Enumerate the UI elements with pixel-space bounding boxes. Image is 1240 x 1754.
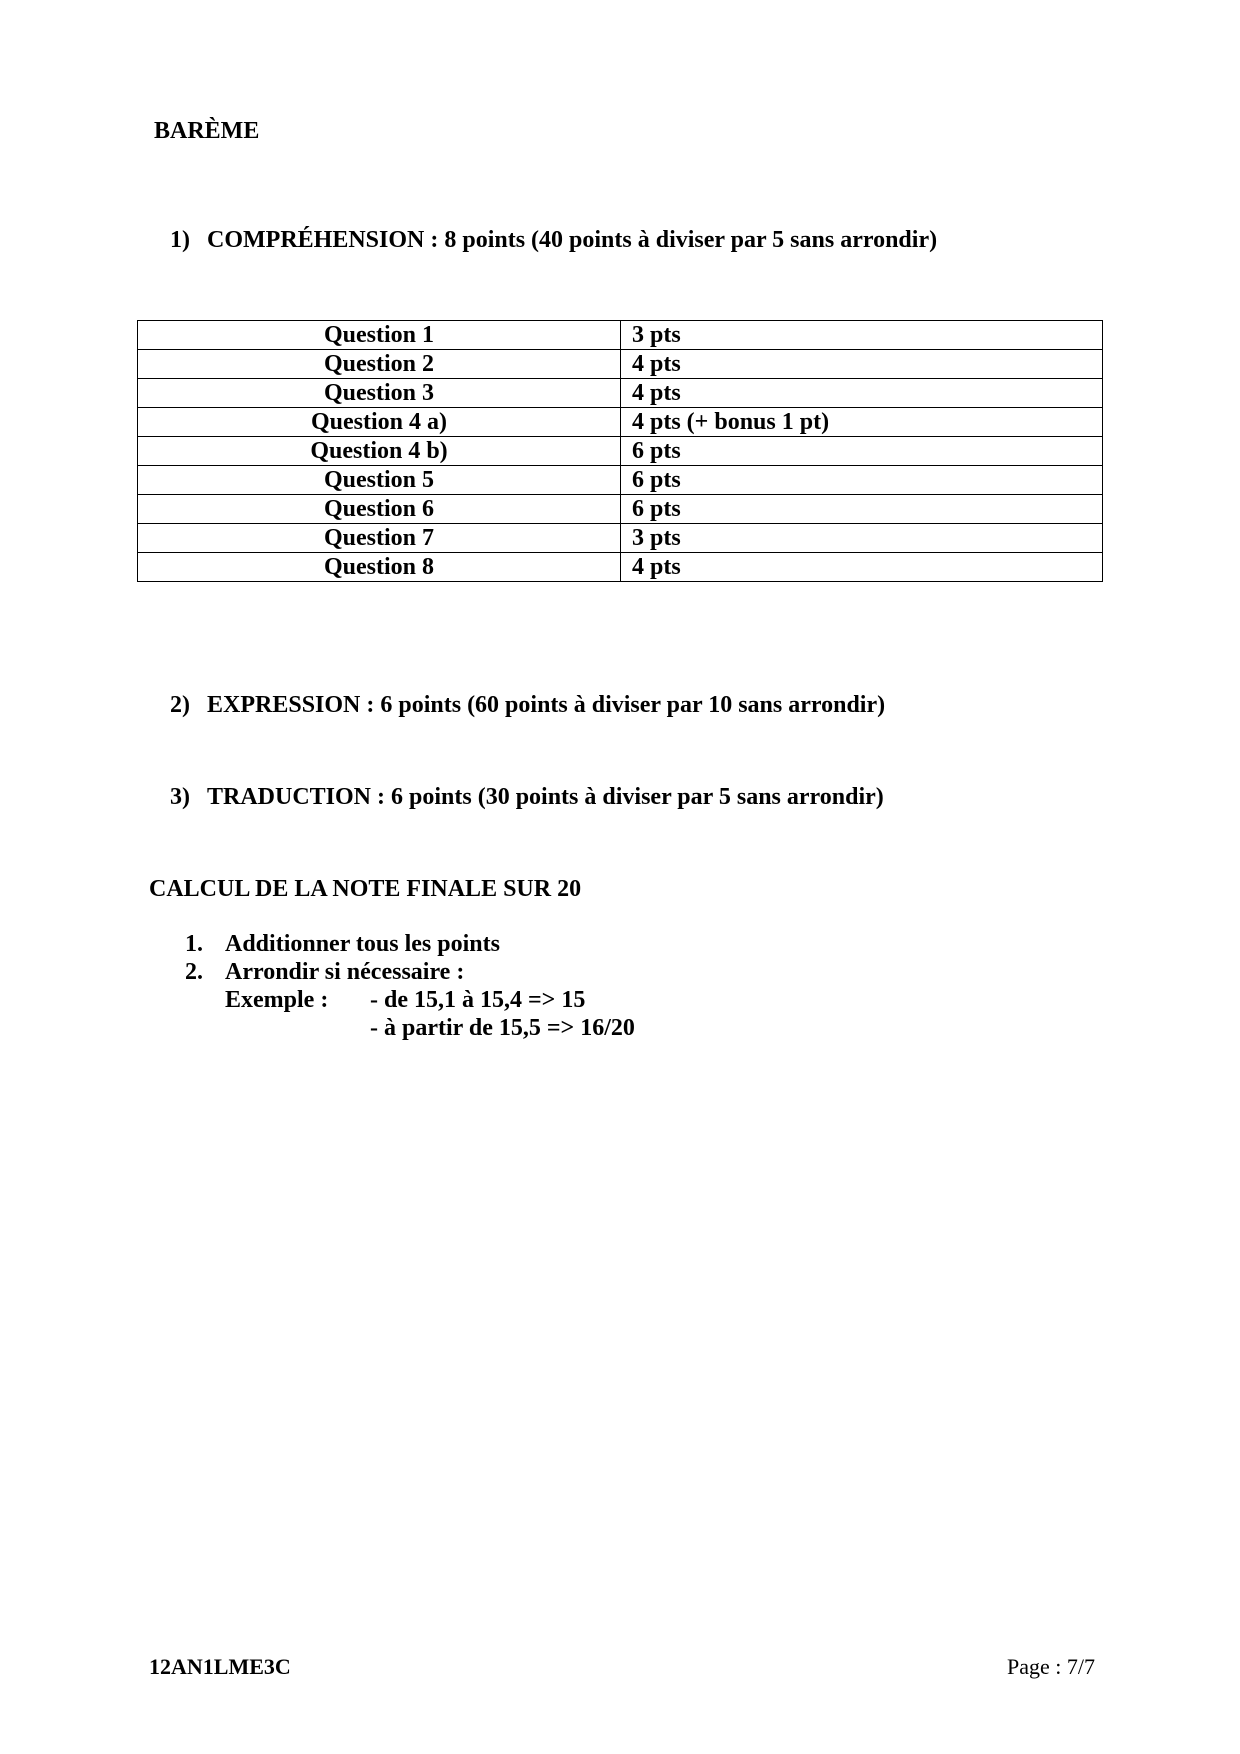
section-number: 2): [170, 692, 190, 718]
section-traduction: [170, 784, 884, 811]
table-row: [138, 379, 1103, 408]
points-cell: 6 pts: [621, 495, 1103, 524]
points-cell: 4 pts (+ bonus 1 pt): [621, 408, 1103, 437]
example-label: Exemple :: [225, 987, 329, 1013]
footer-code: 12AN1LME3C: [149, 1654, 291, 1679]
step-text: Arrondir si nécessaire :: [225, 959, 465, 985]
table-row: [138, 524, 1103, 553]
example-line: [185, 986, 635, 1014]
points-cell: 6 pts: [621, 437, 1103, 466]
calcul-step: [185, 930, 635, 958]
table-row: [138, 408, 1103, 437]
calcul-title: CALCUL DE LA NOTE FINALE SUR 20: [149, 876, 582, 902]
question-cell: Question 3: [138, 379, 621, 408]
question-cell: Question 4 a): [138, 408, 621, 437]
table-row: [138, 553, 1103, 582]
question-cell: Question 5: [138, 466, 621, 495]
section-text: COMPRÉHENSION : 8 points (40 points à diviser par 5 sans arrondir): [207, 227, 938, 253]
question-cell: Question 4 b): [138, 437, 621, 466]
table-row: [138, 321, 1103, 350]
points-cell: 3 pts: [621, 524, 1103, 553]
example-line: [185, 1014, 635, 1042]
question-cell: Question 8: [138, 553, 621, 582]
page-title: BARÈME: [154, 118, 260, 144]
section-text: TRADUCTION : 6 points (30 points à diviser par 5 sans arrondir): [207, 784, 884, 810]
table-row: [138, 437, 1103, 466]
table-row: [138, 350, 1103, 379]
points-cell: 4 pts: [621, 350, 1103, 379]
points-cell: 4 pts: [621, 379, 1103, 408]
question-cell: Question 1: [138, 321, 621, 350]
question-cell: Question 7: [138, 524, 621, 553]
points-cell: 4 pts: [621, 553, 1103, 582]
table-row: [138, 495, 1103, 524]
table-row: [138, 466, 1103, 495]
calcul-step: [185, 958, 635, 986]
step-text: Additionner tous les points: [225, 931, 500, 957]
question-cell: Question 2: [138, 350, 621, 379]
section-number: 3): [170, 784, 190, 810]
points-cell: 6 pts: [621, 466, 1103, 495]
step-number: 2.: [185, 959, 203, 985]
section-comprehension: [170, 227, 937, 254]
question-cell: Question 6: [138, 495, 621, 524]
section-expression: [170, 692, 885, 719]
example-text: - à partir de 15,5 => 16/20: [370, 1015, 635, 1041]
section-number: 1): [170, 227, 190, 253]
step-number: 1.: [185, 931, 203, 957]
section-text: EXPRESSION : 6 points (60 points à diviser par 10 sans arrondir): [207, 692, 886, 718]
example-text: - de 15,1 à 15,4 => 15: [370, 987, 586, 1013]
calcul-steps: [185, 930, 635, 1042]
footer-page-number: Page : 7/7: [1007, 1654, 1095, 1679]
bareme-table: [137, 320, 1103, 582]
points-cell: 3 pts: [621, 321, 1103, 350]
